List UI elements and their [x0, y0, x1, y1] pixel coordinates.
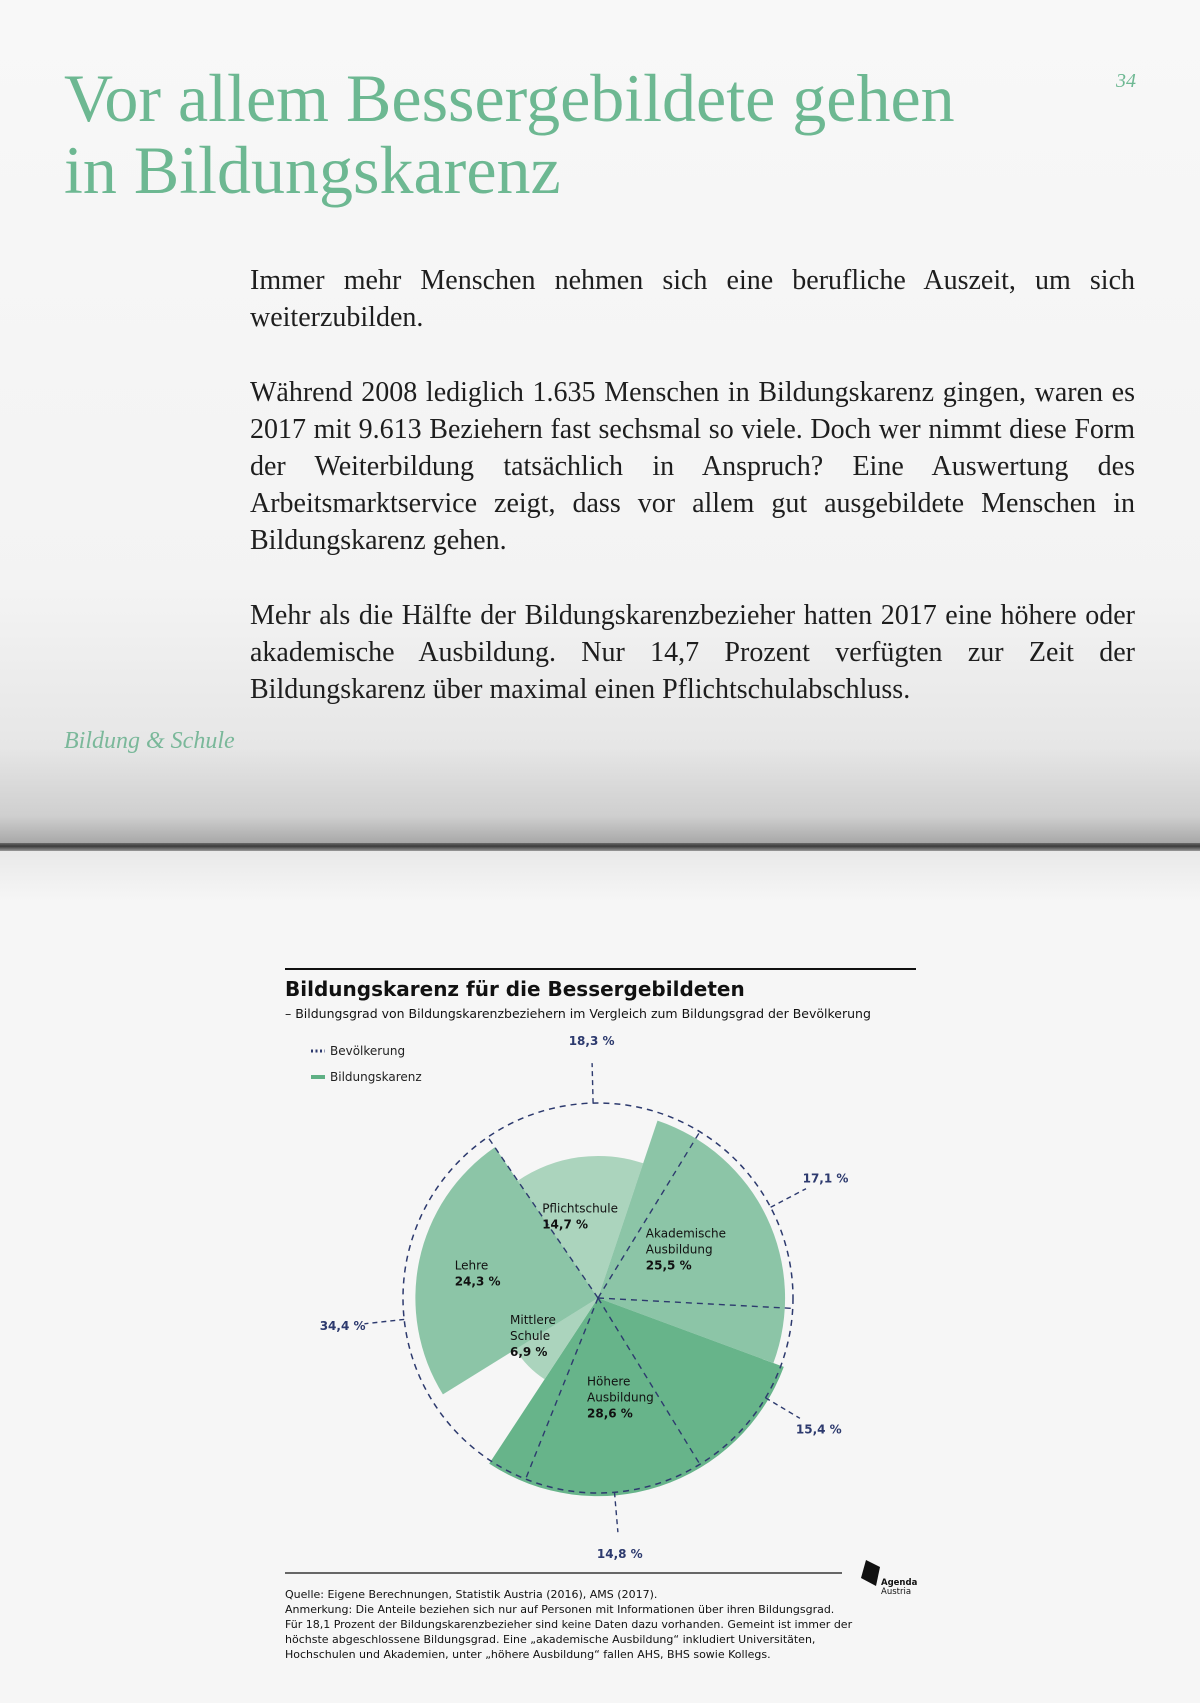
bevoelkerung-leader: [615, 1492, 618, 1532]
slice-label-line: Akademische: [645, 1226, 726, 1241]
bevoelkerung-value-label: 14,8 %: [596, 1547, 643, 1562]
slice-label-line: Mittlere: [510, 1312, 556, 1327]
note-line: Hochschulen und Akademien, unter „höhere Ausbildung“ fallen AHS, BHS sowie Kollegs.: [285, 1648, 771, 1661]
bevoelkerung-value-label: 15,4 %: [795, 1422, 842, 1437]
bevoelkerung-leader: [771, 1189, 806, 1208]
slice-label-line: Höhere: [587, 1374, 631, 1389]
note-line: Anmerkung: Die Anteile beziehen sich nur auf Personen mit Informationen über ihren Bildungsgrad.: [285, 1603, 835, 1616]
slice-label-line: Ausbildung: [645, 1242, 713, 1257]
chart-title: Bildungskarenz für die Bessergebildeten: [285, 977, 745, 1001]
page-number: 34: [1116, 70, 1136, 92]
slice-label-line: Pflichtschule: [542, 1201, 619, 1216]
legend-label-bildungskarenz: Bildungskarenz: [330, 1070, 422, 1084]
paragraph-2: Während 2008 lediglich 1.635 Menschen in Bildungskarenz gingen, waren es 2017 mit 9.613 Beziehern fast sechsmal so viele. Doch wer nimmt diese Form der Weiterbildung tatsächlich in Anspruch? Eine Auswertung des Arbeitsmarktservice zeigt, dass vor allem gut ausgebildete Menschen in Bildungskarenz gehen.: [250, 377, 1135, 556]
bevoelkerung-leader: [592, 1063, 593, 1103]
bevoelkerung-leader: [364, 1319, 404, 1323]
bevoelkerung-leader: [766, 1398, 800, 1419]
paragraph-3: Mehr als die Hälfte der Bildungskarenzbezieher hatten 2017 eine höhere oder akademische Ausbildung. Nur 14,7 Prozent verfügten zur Zeit der Bildungskarenz über maximal einen Pflichtschulabschluss.: [250, 600, 1135, 705]
footer-notes: [285, 1588, 853, 1661]
bevoelkerung-value-label: 34,4 %: [319, 1319, 366, 1334]
bevoelkerung-value-label: 18,3 %: [568, 1034, 615, 1049]
legend-swatch-bildungskarenz: [311, 1075, 325, 1079]
bevoelkerung-value-label: 17,1 %: [802, 1171, 849, 1186]
bildungskarenz-slices: [415, 1121, 785, 1497]
source-line: Quelle: Eigene Berechnungen, Statistik Austria (2016), AMS (2017).: [285, 1588, 658, 1601]
legend-label-bevoelkerung: Bevölkerung: [330, 1044, 406, 1058]
slice-label-value: 6,9 %: [510, 1344, 548, 1359]
slice-label-line: Ausbildung: [587, 1390, 654, 1405]
slice-label-line: Lehre: [454, 1258, 489, 1273]
note-line: Für 18,1 Prozent der Bildungskarenzbezieher sind keine Daten dazu vorhanden. Gemeint ist immer der: [285, 1618, 853, 1631]
agenda-austria-logo: [861, 1560, 918, 1597]
slice-label-line: Schule: [510, 1328, 551, 1343]
logo-text-2: Austria: [881, 1587, 912, 1597]
paragraph-1: Immer mehr Menschen nehmen sich eine berufliche Auszeit, um sich weiterzubilden.: [250, 265, 1135, 333]
chart-subtitle: – Bildungsgrad von Bildungskarenzbeziehern im Vergleich zum Bildungsgrad der Bevölkerung: [285, 1006, 871, 1021]
headline-line-2: in Bildungskarenz: [64, 132, 561, 208]
slice-label-value: 24,3 %: [454, 1274, 501, 1289]
logo-text-1: Agenda: [881, 1578, 918, 1588]
note-line: höchste abgeschlossene Bildungsgrad. Eine „akademische Ausbildung“ inkludiert Universitäten,: [285, 1633, 816, 1646]
slice-label-value: 28,6 %: [587, 1406, 633, 1421]
logo-mark-icon: [861, 1560, 880, 1586]
section-label: Bildung & Schule: [64, 728, 235, 754]
slice-label-value: 14,7 %: [542, 1217, 589, 1232]
legend: [311, 1044, 422, 1084]
headline-line-1: Vor allem Bessergebildete gehen: [64, 60, 955, 136]
slice-label-value: 25,5 %: [645, 1258, 692, 1273]
